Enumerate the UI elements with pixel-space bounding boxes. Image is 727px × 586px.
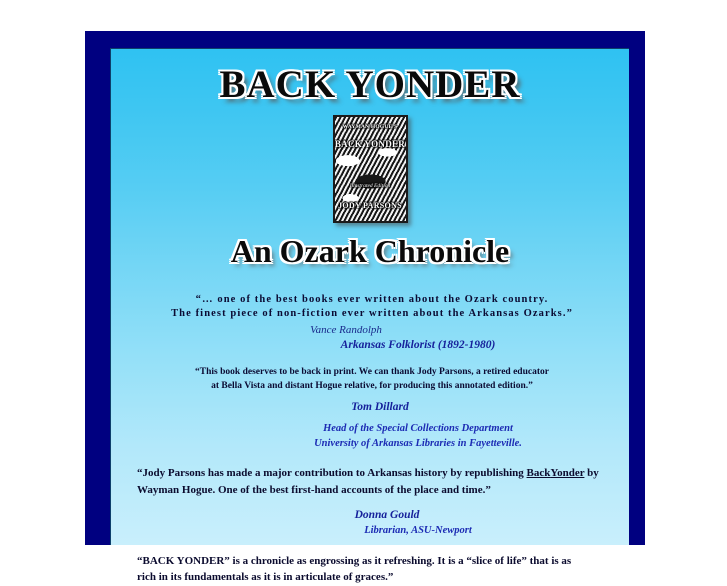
blurb-quote-line: “BACK YONDER” is a chronicle as engrossing as it refreshing. It is a “slice of life” that is as	[137, 554, 572, 567]
blurb-list	[111, 293, 629, 586]
blurb-quote-line: “… one of the best books ever written about the Ozark country.	[195, 294, 549, 305]
blurb-quote-line: The finest piece of non-fiction ever written about the Arkansas Ozarks.”	[171, 308, 573, 320]
content-panel	[110, 48, 629, 584]
subtitle-container	[111, 235, 629, 267]
blurb-attribution-name: Donna Gould	[354, 509, 420, 522]
blurb-quote-line: “This book deserves to be back in print. We can thank Jody Parsons, a retired educator	[195, 367, 549, 378]
blurb-quote-line: at Bella Vista and distant Hogue relative, for producing this annotated edition.”	[211, 381, 533, 392]
blurb-quote-text: “Jody Parsons has made a major contribution to Arkansas history by republishing	[137, 467, 527, 480]
blurb-book-link-part2[interactable]: Yonder	[550, 467, 585, 480]
blurb-attribution-role: Librarian, ASU-Newport	[364, 525, 472, 537]
blurb-item	[137, 465, 607, 538]
masthead	[111, 65, 629, 104]
blurb-attribution-name: Vance Randolph	[310, 324, 382, 337]
blurb-quote-line: rich in its fundamentals as it is in articulate of graces.”	[137, 571, 394, 584]
blurb-item	[137, 293, 607, 352]
blurb-attribution-role: Head of the Special Collections Department	[323, 422, 513, 434]
page-subtitle: An Ozark Chronicle	[230, 233, 510, 269]
blurb-attribution-role: Arkansas Folklorist (1892-1980)	[340, 338, 496, 351]
blurb-book-link-part1[interactable]: Back	[526, 467, 551, 480]
book-cover-publisher-line: WAYMAN HOGUE'S	[342, 124, 398, 130]
blurb-attribution-name: Tom Dillard	[351, 401, 409, 413]
blurb-item	[137, 366, 607, 451]
book-cover-author: JODY PARSONS	[338, 201, 402, 210]
blurb-quote-text: by Wayman Hogue. One of the best first-hand accounts of the place and time.”	[137, 467, 599, 496]
blurb-item	[137, 553, 607, 586]
blurb-attribution-role: University of Arkansas Libraries in Fayetteville.	[314, 438, 522, 450]
blurb-quote-line	[137, 465, 607, 498]
book-cover-container	[111, 115, 629, 223]
book-cover-edition: Illustrated Edition	[349, 183, 391, 189]
book-cover-image[interactable]	[333, 115, 408, 223]
page-frame	[85, 31, 645, 584]
page-title: BACK YONDER	[219, 63, 521, 106]
book-cover-title: BACK YONDER	[334, 139, 406, 149]
